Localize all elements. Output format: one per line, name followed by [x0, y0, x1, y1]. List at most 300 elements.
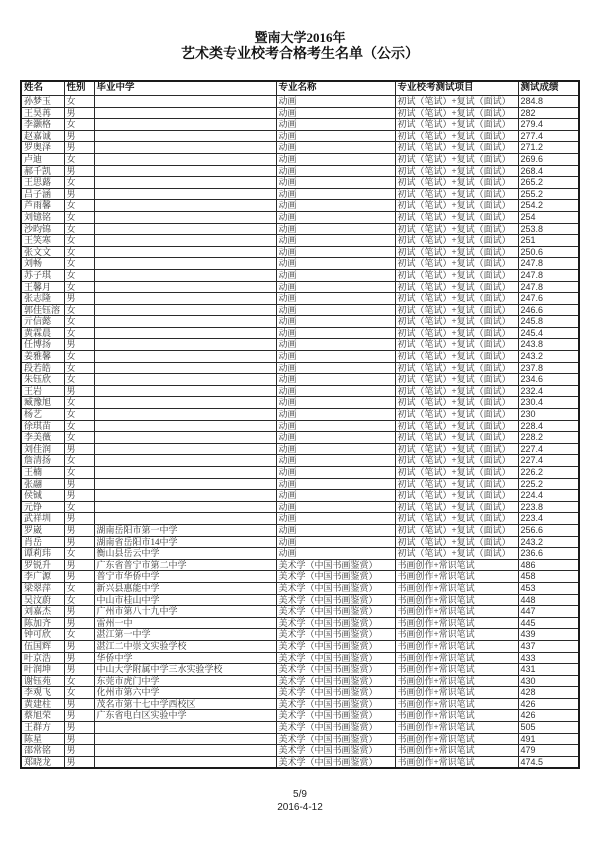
cell-name: 卢迪	[21, 153, 64, 165]
cell-school	[94, 188, 276, 200]
cell-gender: 男	[64, 722, 94, 734]
cell-score: 246.6	[518, 304, 579, 316]
cell-gender: 男	[64, 142, 94, 154]
cell-major: 动画	[276, 513, 395, 525]
footer-date: 2016-4-12	[277, 802, 323, 813]
table-header	[21, 81, 579, 96]
cell-test-items: 初试（笔试）+复试（面试）	[395, 397, 518, 409]
cell-major: 动画	[276, 316, 395, 328]
cell-gender: 女	[64, 281, 94, 293]
cell-score: 247.8	[518, 281, 579, 293]
cell-school: 湖南岳阳市第一中学	[94, 524, 276, 536]
cell-school	[94, 513, 276, 525]
cell-school	[94, 281, 276, 293]
cell-test-items: 初试（笔试）+复试（面试）	[395, 362, 518, 374]
cell-school	[94, 756, 276, 768]
table-row	[21, 606, 579, 618]
cell-gender: 女	[64, 467, 94, 479]
cell-name: 臧豫旭	[21, 397, 64, 409]
table-row	[21, 362, 579, 374]
cell-score: 430	[518, 675, 579, 687]
table-row	[21, 200, 579, 212]
cell-name: 张翮	[21, 478, 64, 490]
cell-school	[94, 722, 276, 734]
cell-name: 姜雅馨	[21, 351, 64, 363]
cell-gender: 男	[64, 513, 94, 525]
cell-major: 动画	[276, 385, 395, 397]
cell-major: 动画	[276, 177, 395, 189]
cell-test-items: 初试（笔试）+复试（面试）	[395, 211, 518, 223]
cell-test-items: 书画创作+常识笔试	[395, 559, 518, 571]
cell-gender: 女	[64, 119, 94, 131]
cell-major: 动画	[276, 443, 395, 455]
cell-test-items: 初试（笔试）+复试（面试）	[395, 200, 518, 212]
cell-major: 美术学（中国书画鉴赏）	[276, 559, 395, 571]
cell-school: 普宁市华侨中学	[94, 571, 276, 583]
cell-test-items: 初试（笔试）+复试（面试）	[395, 501, 518, 513]
cell-test-items: 初试（笔试）+复试（面试）	[395, 536, 518, 548]
cell-school: 新兴县惠能中学	[94, 582, 276, 594]
table-row	[21, 548, 579, 560]
cell-test-items: 初试（笔试）+复试（面试）	[395, 188, 518, 200]
cell-name: 郭佳钰溶	[21, 304, 64, 316]
cell-test-items: 书画创作+常识笔试	[395, 756, 518, 768]
cell-major: 动画	[276, 536, 395, 548]
cell-gender: 男	[64, 339, 94, 351]
cell-school	[94, 374, 276, 386]
cell-school	[94, 223, 276, 235]
table-row	[21, 119, 579, 131]
cell-score: 279.4	[518, 119, 579, 131]
cell-test-items: 初试（笔试）+复试（面试）	[395, 478, 518, 490]
table-row	[21, 107, 579, 119]
cell-name: 孙梦玉	[21, 96, 64, 108]
cell-gender: 女	[64, 420, 94, 432]
table-row	[21, 756, 579, 768]
cell-gender: 女	[64, 432, 94, 444]
cell-major: 美术学（中国书画鉴赏）	[276, 640, 395, 652]
cell-test-items: 书画创作+常识笔试	[395, 652, 518, 664]
cell-test-items: 初试（笔试）+复试（面试）	[395, 374, 518, 386]
cell-major: 动画	[276, 293, 395, 305]
cell-name: 李美薇	[21, 432, 64, 444]
cell-score: 237.8	[518, 362, 579, 374]
cell-test-items: 初试（笔试）+复试（面试）	[395, 455, 518, 467]
cell-score: 230.4	[518, 397, 579, 409]
cell-major: 动画	[276, 142, 395, 154]
cell-test-items: 书画创作+常识笔试	[395, 733, 518, 745]
cell-score: 265.2	[518, 177, 579, 189]
cell-name: 朱钰欣	[21, 374, 64, 386]
page-number: 5/9	[293, 789, 307, 800]
cell-gender: 女	[64, 675, 94, 687]
cell-score: 474.5	[518, 756, 579, 768]
table-row	[21, 223, 579, 235]
cell-gender: 女	[64, 501, 94, 513]
table-row	[21, 351, 579, 363]
cell-test-items: 书画创作+常识笔试	[395, 710, 518, 722]
cell-school	[94, 362, 276, 374]
cell-score: 491	[518, 733, 579, 745]
cell-name: 王思蕗	[21, 177, 64, 189]
table-row	[21, 188, 579, 200]
cell-major: 动画	[276, 96, 395, 108]
table-row	[21, 675, 579, 687]
cell-score: 431	[518, 664, 579, 676]
title-university-year: 暨南大学2016年	[254, 30, 346, 45]
cell-name: 吴汶蔚	[21, 594, 64, 606]
table-row	[21, 524, 579, 536]
cell-test-items: 初试（笔试）+复试（面试）	[395, 258, 518, 270]
cell-test-items: 书画创作+常识笔试	[395, 745, 518, 757]
cell-major: 动画	[276, 119, 395, 131]
cell-score: 225.2	[518, 478, 579, 490]
cell-gender: 女	[64, 153, 94, 165]
table-row	[21, 281, 579, 293]
cell-name: 王馨月	[21, 281, 64, 293]
table-row	[21, 293, 579, 305]
cell-gender: 女	[64, 351, 94, 363]
cell-major: 美术学（中国书画鉴赏）	[276, 745, 395, 757]
cell-name: 梁翠萍	[21, 582, 64, 594]
cell-school: 东莞市虎门中学	[94, 675, 276, 687]
cell-gender: 男	[64, 478, 94, 490]
cell-test-items: 书画创作+常识笔试	[395, 640, 518, 652]
cell-test-items: 初试（笔试）+复试（面试）	[395, 235, 518, 247]
cell-score: 234.6	[518, 374, 579, 386]
cell-school	[94, 119, 276, 131]
table-row	[21, 409, 579, 421]
cell-school	[94, 351, 276, 363]
cell-major: 动画	[276, 339, 395, 351]
cell-test-items: 初试（笔试）+复试（面试）	[395, 467, 518, 479]
cell-test-items: 初试（笔试）+复试（面试）	[395, 513, 518, 525]
table-row	[21, 745, 579, 757]
cell-major: 动画	[276, 351, 395, 363]
cell-school	[94, 258, 276, 270]
table-row	[21, 664, 579, 676]
cell-name: 刘镱铭	[21, 211, 64, 223]
cell-test-items: 初试（笔试）+复试（面试）	[395, 432, 518, 444]
cell-test-items: 初试（笔试）+复试（面试）	[395, 223, 518, 235]
cell-gender: 女	[64, 304, 94, 316]
table-row	[21, 177, 579, 189]
cell-school: 中山市桂山中学	[94, 594, 276, 606]
cell-score: 228.2	[518, 432, 579, 444]
cell-name: 黄建柱	[21, 698, 64, 710]
table-body	[21, 96, 579, 769]
cell-name: 刘畅	[21, 258, 64, 270]
cell-score: 447	[518, 606, 579, 618]
cell-name: 罗锐升	[21, 559, 64, 571]
cell-school	[94, 211, 276, 223]
cell-school	[94, 246, 276, 258]
cell-gender: 男	[64, 617, 94, 629]
cell-major: 美术学（中国书画鉴赏）	[276, 675, 395, 687]
cell-name: 李广源	[21, 571, 64, 583]
cell-score: 271.2	[518, 142, 579, 154]
cell-school	[94, 235, 276, 247]
cell-name: 王楠	[21, 467, 64, 479]
cell-score: 505	[518, 722, 579, 734]
cell-score: 428	[518, 687, 579, 699]
cell-major: 动画	[276, 478, 395, 490]
cell-gender: 女	[64, 200, 94, 212]
cell-major: 美术学（中国书画鉴赏）	[276, 594, 395, 606]
cell-test-items: 初试（笔试）+复试（面试）	[395, 269, 518, 281]
cell-major: 美术学（中国书画鉴赏）	[276, 733, 395, 745]
cell-gender: 女	[64, 397, 94, 409]
cell-test-items: 初试（笔试）+复试（面试）	[395, 165, 518, 177]
cell-gender: 女	[64, 177, 94, 189]
cell-gender: 男	[64, 385, 94, 397]
cell-major: 动画	[276, 211, 395, 223]
table-row	[21, 420, 579, 432]
cell-test-items: 初试（笔试）+复试（面试）	[395, 548, 518, 560]
cell-school	[94, 304, 276, 316]
cell-major: 动画	[276, 188, 395, 200]
cell-school	[94, 153, 276, 165]
cell-score: 247.8	[518, 258, 579, 270]
cell-test-items: 初试（笔试）+复试（面试）	[395, 327, 518, 339]
cell-test-items: 初试（笔试）+复试（面试）	[395, 316, 518, 328]
table-row	[21, 455, 579, 467]
table-row	[21, 258, 579, 270]
table-row	[21, 536, 579, 548]
cell-name: 王岩	[21, 385, 64, 397]
cell-name: 王群方	[21, 722, 64, 734]
table-row	[21, 490, 579, 502]
cell-school	[94, 745, 276, 757]
cell-gender: 男	[64, 107, 94, 119]
cell-gender: 男	[64, 188, 94, 200]
cell-gender: 女	[64, 316, 94, 328]
cell-gender: 男	[64, 640, 94, 652]
cell-score: 250.6	[518, 246, 579, 258]
cell-school	[94, 293, 276, 305]
table-row	[21, 478, 579, 490]
cell-major: 美术学（中国书画鉴赏）	[276, 698, 395, 710]
cell-gender: 女	[64, 327, 94, 339]
document-title	[0, 0, 600, 64]
cell-score: 479	[518, 745, 579, 757]
cell-school: 广东省普宁市第二中学	[94, 559, 276, 571]
table-row	[21, 652, 579, 664]
cell-gender: 女	[64, 258, 94, 270]
cell-test-items: 书画创作+常识笔试	[395, 594, 518, 606]
cell-score: 243.2	[518, 351, 579, 363]
cell-major: 动画	[276, 258, 395, 270]
cell-school: 化州市第六中学	[94, 687, 276, 699]
cell-test-items: 初试（笔试）+复试（面试）	[395, 490, 518, 502]
cell-score: 453	[518, 582, 579, 594]
cell-school	[94, 385, 276, 397]
cell-name: 苏子琪	[21, 269, 64, 281]
cell-gender: 男	[64, 443, 94, 455]
cell-major: 美术学（中国书画鉴赏）	[276, 710, 395, 722]
cell-school	[94, 455, 276, 467]
cell-gender: 女	[64, 374, 94, 386]
cell-name: 肖岳	[21, 536, 64, 548]
table-row	[21, 165, 579, 177]
cell-test-items: 书画创作+常识笔试	[395, 571, 518, 583]
cell-school	[94, 327, 276, 339]
cell-gender: 男	[64, 710, 94, 722]
cell-name: 亓信懿	[21, 316, 64, 328]
cell-gender: 女	[64, 96, 94, 108]
cell-name: 芦雨馨	[21, 200, 64, 212]
table-row	[21, 96, 579, 108]
cell-gender: 男	[64, 559, 94, 571]
cell-major: 美术学（中国书画鉴赏）	[276, 582, 395, 594]
cell-score: 243.8	[518, 339, 579, 351]
table-row	[21, 374, 579, 386]
table-row	[21, 559, 579, 571]
cell-school: 茂名市第十七中学西校区	[94, 698, 276, 710]
cell-name: 王昊苒	[21, 107, 64, 119]
cell-gender: 男	[64, 756, 94, 768]
cell-gender: 女	[64, 235, 94, 247]
cell-test-items: 书画创作+常识笔试	[395, 722, 518, 734]
cell-gender: 男	[64, 536, 94, 548]
cell-score: 254	[518, 211, 579, 223]
cell-major: 动画	[276, 223, 395, 235]
header-name: 姓名	[21, 81, 64, 96]
cell-school	[94, 269, 276, 281]
cell-gender: 女	[64, 582, 94, 594]
cell-test-items: 初试（笔试）+复试（面试）	[395, 130, 518, 142]
cell-name: 侯铖	[21, 490, 64, 502]
cell-test-items: 初试（笔试）+复试（面试）	[395, 409, 518, 421]
cell-school: 华侨中学	[94, 652, 276, 664]
cell-school	[94, 432, 276, 444]
table-row	[21, 501, 579, 513]
table-row	[21, 582, 579, 594]
table-row	[21, 304, 579, 316]
cell-name: 邵常铭	[21, 745, 64, 757]
cell-gender: 女	[64, 594, 94, 606]
cell-score: 255.2	[518, 188, 579, 200]
cell-major: 美术学（中国书画鉴赏）	[276, 571, 395, 583]
table-row	[21, 571, 579, 583]
table-row	[21, 687, 579, 699]
cell-name: 徐琪苗	[21, 420, 64, 432]
cell-gender: 男	[64, 165, 94, 177]
cell-school: 雷州一中	[94, 617, 276, 629]
table-row	[21, 327, 579, 339]
header-major: 专业名称	[276, 81, 395, 96]
table-row	[21, 443, 579, 455]
cell-school: 中山大学附属中学三水实验学校	[94, 664, 276, 676]
header-school: 毕业中学	[94, 81, 276, 96]
table-row	[21, 432, 579, 444]
cell-name: 罗奥泽	[21, 142, 64, 154]
cell-school	[94, 200, 276, 212]
cell-major: 动画	[276, 246, 395, 258]
cell-school: 湛江第一中学	[94, 629, 276, 641]
cell-score: 227.4	[518, 443, 579, 455]
table-row	[21, 698, 579, 710]
cell-gender: 男	[64, 733, 94, 745]
cell-gender: 男	[64, 664, 94, 676]
cell-school	[94, 397, 276, 409]
cell-test-items: 书画创作+常识笔试	[395, 629, 518, 641]
cell-major: 美术学（中国书画鉴赏）	[276, 687, 395, 699]
cell-school	[94, 420, 276, 432]
cell-score: 282	[518, 107, 579, 119]
cell-school	[94, 467, 276, 479]
table-row	[21, 617, 579, 629]
cell-score: 486	[518, 559, 579, 571]
cell-major: 动画	[276, 281, 395, 293]
cell-gender: 男	[64, 490, 94, 502]
cell-test-items: 初试（笔试）+复试（面试）	[395, 107, 518, 119]
cell-test-items: 初试（笔试）+复试（面试）	[395, 351, 518, 363]
cell-school	[94, 409, 276, 421]
cell-name: 伍国辉	[21, 640, 64, 652]
cell-major: 动画	[276, 490, 395, 502]
cell-gender: 男	[64, 571, 94, 583]
cell-gender: 男	[64, 293, 94, 305]
cell-major: 动画	[276, 432, 395, 444]
table-row	[21, 211, 579, 223]
cell-school	[94, 165, 276, 177]
cell-gender: 男	[64, 606, 94, 618]
cell-school	[94, 107, 276, 119]
cell-school	[94, 501, 276, 513]
cell-score: 284.8	[518, 96, 579, 108]
cell-score: 445	[518, 617, 579, 629]
cell-test-items: 初试（笔试）+复试（面试）	[395, 304, 518, 316]
cell-gender: 男	[64, 652, 94, 664]
cell-major: 动画	[276, 165, 395, 177]
cell-major: 动画	[276, 524, 395, 536]
cell-gender: 女	[64, 455, 94, 467]
cell-name: 陈星	[21, 733, 64, 745]
cell-major: 动画	[276, 548, 395, 560]
cell-name: 蔡旭荣	[21, 710, 64, 722]
cell-gender: 女	[64, 269, 94, 281]
header-test-items: 专业校考测试项目	[395, 81, 518, 96]
cell-gender: 女	[64, 687, 94, 699]
cell-score: 245.4	[518, 327, 579, 339]
cell-score: 224.4	[518, 490, 579, 502]
cell-major: 动画	[276, 455, 395, 467]
cell-gender: 女	[64, 223, 94, 235]
cell-major: 美术学（中国书画鉴赏）	[276, 664, 395, 676]
cell-score: 439	[518, 629, 579, 641]
cell-test-items: 初试（笔试）+复试（面试）	[395, 246, 518, 258]
cell-major: 动画	[276, 501, 395, 513]
cell-gender: 女	[64, 362, 94, 374]
cell-score: 433	[518, 652, 579, 664]
cell-school	[94, 96, 276, 108]
cell-major: 动画	[276, 327, 395, 339]
table-row	[21, 339, 579, 351]
cell-name: 刘佳润	[21, 443, 64, 455]
cell-name: 陈加齐	[21, 617, 64, 629]
cell-school	[94, 177, 276, 189]
cell-school: 湛江二中崇文实验学校	[94, 640, 276, 652]
cell-name: 张文文	[21, 246, 64, 258]
cell-major: 美术学（中国书画鉴赏）	[276, 606, 395, 618]
cell-score: 247.8	[518, 269, 579, 281]
cell-major: 美术学（中国书画鉴赏）	[276, 629, 395, 641]
cell-score: 448	[518, 594, 579, 606]
cell-school	[94, 339, 276, 351]
cell-score: 228.4	[518, 420, 579, 432]
cell-major: 动画	[276, 362, 395, 374]
